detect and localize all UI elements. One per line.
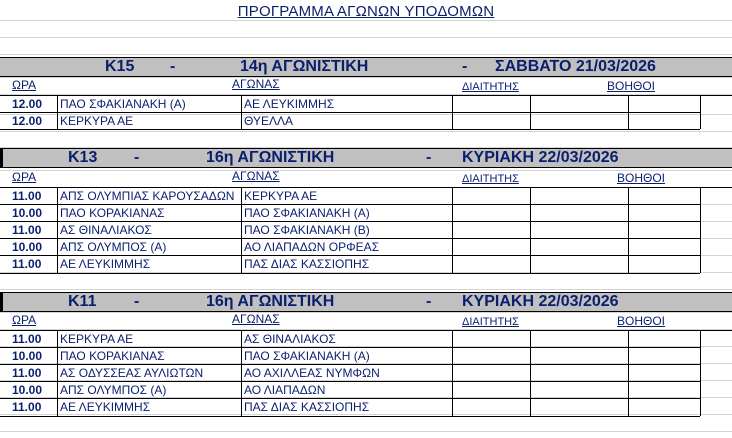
referee-cell [456,97,526,110]
match-away-team: ΠΑΟ ΣΦΑΚΙΑΝΑΚΗ (Β) [244,223,370,238]
banner-day-date: ΚΥΡΙΑΚΗ 22/03/2026 [462,149,619,166]
section-banner-κ11 [0,292,732,312]
banner-category: Κ15 [105,58,135,75]
banner-dash1: - [134,149,140,166]
column-border [452,187,453,273]
match-home-team: ΚΕΡΚΥΡΑ ΑΕ [60,332,134,346]
banner-dash2: - [462,58,468,75]
assistant-cell-2 [631,189,697,202]
header-underline [0,95,732,96]
row-border [0,255,700,256]
match-home-team: ΚΕΡΚΥΡΑ ΑΕ [60,114,134,128]
referee-cell [456,332,526,345]
header-match: ΑΓΩΝΑΣ [232,77,280,91]
assistant-cell-2 [631,97,697,110]
match-away-team: ΑΟ ΑΧΙΛΛΕΑΣ ΝΥΜΦΩΝ [244,366,380,381]
section-banner-κ15 [0,57,732,77]
grid-line [0,20,732,21]
page-title: ΠΡΟΓΡΑΜΜΑ ΑΓΩΝΩΝ ΥΠΟΔΟΜΩΝ [237,3,495,20]
match-home-team: ΑΠΣ ΟΛΥΜΠΟΣ (Α) [60,240,167,255]
grid-line [0,131,732,132]
header-time: ΩΡΑ [12,78,37,92]
column-border [57,330,58,416]
assistant-cell-2 [631,240,697,253]
referee-cell [456,189,526,202]
header-assistants: ΒΟΗΘΟΙ [617,314,666,328]
referee-cell [456,257,526,270]
assistant-cell-1 [533,114,623,127]
assistant-cell-1 [533,240,623,253]
match-home-team: ΑΠΣ ΟΛΥΜΠΟΣ (Α) [60,383,167,398]
assistant-cell-1 [533,349,623,362]
grid-line [0,431,732,432]
column-border [700,95,701,129]
header-time: ΩΡΑ [12,313,37,327]
row-border [0,364,700,365]
row-border [0,129,700,130]
column-border [530,330,531,416]
row-border [0,273,700,274]
grid-line [0,312,732,313]
header-match: ΑΓΩΝΑΣ [232,169,280,183]
assistant-cell-1 [533,332,623,345]
row-border [0,416,700,417]
match-away-team: ΠΑΣ ΔΙΑΣ ΚΑΣΣΙΟΠΗΣ [244,400,370,415]
banner-day-date: ΣΑΒΒΑΤΟ 21/03/2026 [495,58,656,75]
match-home-team: ΠΑΟ ΣΦΑΚΙΑΝΑΚΗ (Α) [60,97,186,111]
row-marker [0,148,3,168]
banner-category: Κ13 [68,149,98,166]
header-referee: ΔΙΑΙΤΗΤΗΣ [462,81,519,93]
column-border [241,187,242,273]
referee-cell [456,206,526,219]
header-underline [0,187,732,188]
assistant-cell-2 [631,223,697,236]
row-border [0,112,700,113]
row-border [0,381,700,382]
match-away-team: ΚΕΡΚΥΡΑ ΑΕ [244,189,318,203]
referee-cell [456,366,526,379]
header-referee: ΔΙΑΙΤΗΤΗΣ [462,173,519,185]
header-match: ΑΓΩΝΑΣ [232,312,280,326]
assistant-cell-1 [533,189,623,202]
banner-dash1: - [134,293,140,310]
row-border [0,238,700,239]
match-home-team: ΑΣ ΘΙΝΑΛΙΑΚΟΣ [60,223,152,238]
assistant-cell-1 [533,400,623,413]
match-home-team: ΑΠΣ ΟΛΥΜΠΙΑΣ ΚΑΡΟΥΣΑΔΩΝ [60,189,235,203]
column-border [241,330,242,416]
banner-day-date: ΚΥΡΙΑΚΗ 22/03/2026 [462,293,619,310]
match-time: 12.00 [12,114,43,128]
assistant-cell-2 [631,349,697,362]
assistant-cell-1 [533,383,623,396]
assistant-cell-2 [631,366,697,379]
match-time: 11.00 [12,366,42,381]
header-underline [0,330,732,331]
assistant-cell-1 [533,366,623,379]
header-assistants: ΒΟΗΘΟΙ [617,171,666,185]
match-home-team: ΠΑΟ ΚΟΡΑΚΙΑΝΑΣ [60,349,165,364]
grid-line [0,37,732,38]
grid-line [0,54,732,55]
match-time: 11.00 [12,189,42,203]
row-marker [0,292,3,312]
banner-round: 16η ΑΓΩΝΙΣΤΙΚΗ [206,293,335,310]
assistant-cell-2 [631,383,697,396]
match-time: 10.00 [12,240,43,255]
referee-cell [456,240,526,253]
header-assistants: ΒΟΗΘΟΙ [607,79,656,93]
match-away-team: ΑΣ ΘΙΝΑΛΙΑΚΟΣ [244,332,336,346]
match-away-team: ΘΥΕΛΛΑ [244,114,293,128]
banner-round: 16η ΑΓΩΝΙΣΤΙΚΗ [206,149,335,166]
match-time: 10.00 [12,349,43,364]
assistant-cell-2 [631,400,697,413]
match-time: 11.00 [12,400,42,415]
match-home-team: ΑΣ ΟΔΥΣΣΕΑΣ ΑΥΛΙΩΤΩΝ [60,366,204,381]
match-away-team: ΠΑΣ ΔΙΑΣ ΚΑΣΣΙΟΠΗΣ [244,257,370,272]
assistant-cell-1 [533,223,623,236]
match-away-team: ΠΑΟ ΣΦΑΚΙΑΝΑΚΗ (Α) [244,349,370,364]
match-away-team: ΑΟ ΛΙΑΠΑΔΩΝ [244,383,326,398]
banner-dash1: - [170,58,176,75]
header-referee: ΔΙΑΙΤΗΤΗΣ [462,316,519,328]
grid-line [0,77,732,78]
column-border [57,187,58,273]
column-border [700,187,701,273]
banner-dash2: - [426,293,432,310]
row-border [0,221,700,222]
assistant-cell-1 [533,206,623,219]
match-time: 12.00 [12,97,43,111]
match-time: 10.00 [12,383,43,398]
referee-cell [456,114,526,127]
match-time: 11.00 [12,223,42,238]
column-border [628,330,629,416]
assistant-cell-2 [631,114,697,127]
column-border [700,330,701,416]
match-away-team: ΑΕ ΛΕΥΚΙΜΜΗΣ [244,97,335,111]
banner-category: Κ11 [68,293,97,310]
match-time: 11.00 [12,257,42,272]
match-home-team: ΠΑΟ ΚΟΡΑΚΙΑΝΑΣ [60,206,165,221]
banner-dash2: - [426,149,432,166]
match-time: 10.00 [12,206,43,221]
section-banner-κ13 [0,148,732,168]
match-away-team: ΑΟ ΛΙΑΠΑΔΩΝ ΟΡΦΕΑΣ [244,240,380,255]
match-home-team: ΑΕ ΛΕΥΚΙΜΜΗΣ [60,400,151,415]
match-home-team: ΑΕ ΛΕΥΚΙΜΜΗΣ [60,257,151,272]
referee-cell [456,400,526,413]
referee-cell [456,349,526,362]
assistant-cell-2 [631,257,697,270]
header-time: ΩΡΑ [12,170,37,184]
match-time: 11.00 [12,332,42,346]
assistant-cell-2 [631,206,697,219]
row-border [0,204,700,205]
match-away-team: ΠΑΟ ΣΦΑΚΙΑΝΑΚΗ (Α) [244,206,370,221]
column-border [530,187,531,273]
row-border [0,347,700,348]
referee-cell [456,223,526,236]
banner-round: 14η ΑΓΩΝΙΣΤΙΚΗ [240,58,369,75]
column-border [452,330,453,416]
row-border [0,398,700,399]
referee-cell [456,383,526,396]
assistant-cell-2 [631,332,697,345]
assistant-cell-1 [533,97,623,110]
column-border [628,187,629,273]
grid-line [0,289,732,290]
assistant-cell-1 [533,257,623,270]
